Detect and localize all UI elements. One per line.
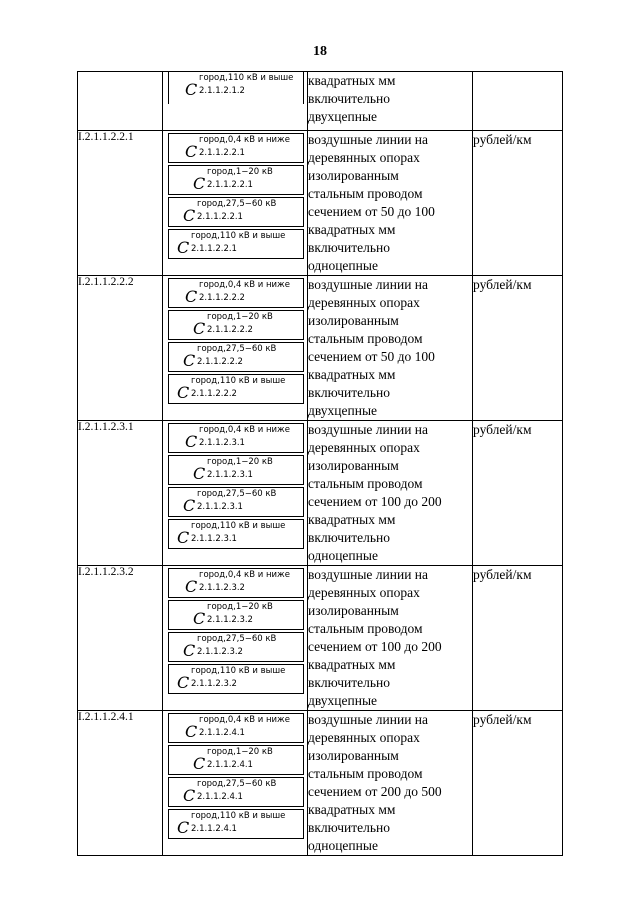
row-description: квадратных мм включительно двухцепные bbox=[308, 72, 473, 131]
formula-cell bbox=[163, 131, 308, 276]
table-row bbox=[78, 711, 563, 856]
row-description: воздушные линии на деревянных опорах изолированным стальным проводом сечением от 100 до 200 квадратных мм включительно одноцепные bbox=[308, 421, 473, 566]
formula-subscript: 2.1.1.2.3.1 bbox=[197, 502, 243, 512]
formula bbox=[168, 310, 304, 340]
formula-symbol: C bbox=[183, 206, 196, 225]
formula bbox=[168, 455, 304, 485]
formula-cell bbox=[163, 421, 308, 566]
formula-subscript: 2.1.1.2.2.2 bbox=[199, 293, 245, 303]
formula bbox=[168, 133, 304, 163]
formula bbox=[168, 745, 304, 775]
table-row bbox=[78, 72, 563, 131]
formula-subscript: 2.1.1.2.2.2 bbox=[191, 389, 237, 399]
formula-symbol: C bbox=[185, 287, 198, 306]
row-code bbox=[78, 72, 163, 131]
formula-symbol: C bbox=[183, 786, 196, 805]
formula-symbol: C bbox=[185, 722, 198, 741]
formula-superscript: город,0,4 кВ и ниже bbox=[199, 570, 290, 580]
formula-subscript: 2.1.1.2.2.2 bbox=[207, 325, 253, 335]
formula-superscript: город,110 кВ и выше bbox=[191, 521, 286, 531]
formula bbox=[168, 809, 304, 839]
formula-superscript: город,0,4 кВ и ниже bbox=[199, 135, 290, 145]
formula bbox=[168, 165, 304, 195]
row-unit: рублей/км bbox=[473, 566, 563, 711]
formula-superscript: город,1−20 кВ bbox=[207, 167, 273, 177]
formula-symbol: C bbox=[183, 641, 196, 660]
formula bbox=[168, 713, 304, 743]
formula-superscript: город,110 кВ и выше bbox=[191, 231, 286, 241]
formula-subscript: 2.1.1.2.4.1 bbox=[197, 792, 243, 802]
formula bbox=[168, 278, 304, 308]
formula-symbol: C bbox=[177, 383, 190, 402]
formula-subscript: 2.1.1.2.4.1 bbox=[191, 824, 237, 834]
formula-subscript: 2.1.1.2.3.1 bbox=[191, 534, 237, 544]
formula-symbol: C bbox=[193, 609, 206, 628]
formula-subscript: 2.1.1.2.3.1 bbox=[199, 438, 245, 448]
formula-subscript: 2.1.1.2.2.2 bbox=[197, 357, 243, 367]
formula-symbol: C bbox=[185, 577, 198, 596]
formula-superscript: город,27,5−60 кВ bbox=[197, 779, 277, 789]
formula-symbol: C bbox=[177, 818, 190, 837]
formula-superscript: город,0,4 кВ и ниже bbox=[199, 715, 290, 725]
row-description: воздушные линии на деревянных опорах изолированным стальным проводом сечением от 100 до 200 квадратных мм включительно двухцепные bbox=[308, 566, 473, 711]
formula-cell bbox=[163, 72, 308, 131]
table-row bbox=[78, 421, 563, 566]
formula-subscript: 2.1.1.2.2.1 bbox=[191, 244, 237, 254]
formula-symbol: C bbox=[193, 319, 206, 338]
formula-cell bbox=[163, 276, 308, 421]
formula bbox=[168, 600, 304, 630]
formula-symbol: C bbox=[185, 142, 198, 161]
row-unit: рублей/км bbox=[473, 421, 563, 566]
formula-superscript: город,27,5−60 кВ bbox=[197, 489, 277, 499]
row-unit: рублей/км bbox=[473, 131, 563, 276]
rates-table bbox=[77, 71, 563, 856]
formula bbox=[168, 632, 304, 662]
formula-subscript: 2.1.1.2.3.2 bbox=[197, 647, 243, 657]
row-description: воздушные линии на деревянных опорах изолированным стальным проводом сечением от 50 до 100 квадратных мм включительно двухцепные bbox=[308, 276, 473, 421]
formula-superscript: город,110 кВ и выше bbox=[199, 73, 294, 83]
table-row bbox=[78, 131, 563, 276]
formula-superscript: город,27,5−60 кВ bbox=[197, 199, 277, 209]
formula-superscript: город,1−20 кВ bbox=[207, 602, 273, 612]
formula-superscript: город,0,4 кВ и ниже bbox=[199, 280, 290, 290]
formula bbox=[168, 519, 304, 549]
table-row bbox=[78, 276, 563, 421]
formula bbox=[168, 374, 304, 404]
formula-symbol: C bbox=[193, 754, 206, 773]
row-description: воздушные линии на деревянных опорах изолированным стальным проводом сечением от 200 до 500 квадратных мм включительно одноцепные bbox=[308, 711, 473, 856]
formula bbox=[168, 229, 304, 259]
formula-symbol: C bbox=[177, 673, 190, 692]
formula-symbol: C bbox=[193, 464, 206, 483]
formula-symbol: C bbox=[183, 496, 196, 515]
formula-superscript: город,110 кВ и выше bbox=[191, 666, 286, 676]
formula-symbol: C bbox=[193, 174, 206, 193]
row-code: I.2.1.1.2.4.1 bbox=[78, 711, 163, 856]
formula-subscript: 2.1.1.2.4.1 bbox=[199, 728, 245, 738]
row-code: I.2.1.1.2.2.1 bbox=[78, 131, 163, 276]
formula bbox=[168, 342, 304, 372]
row-code: I.2.1.1.2.3.2 bbox=[78, 566, 163, 711]
formula-subscript: 2.1.1.2.3.2 bbox=[207, 615, 253, 625]
formula bbox=[168, 568, 304, 598]
formula-subscript: 2.1.1.2.4.1 bbox=[207, 760, 253, 770]
formula-superscript: город,110 кВ и выше bbox=[191, 376, 286, 386]
formula-symbol: C bbox=[185, 80, 198, 99]
row-unit bbox=[473, 72, 563, 131]
formula bbox=[168, 664, 304, 694]
formula-symbol: C bbox=[183, 351, 196, 370]
formula bbox=[168, 777, 304, 807]
formula bbox=[168, 72, 304, 104]
row-unit: рублей/км bbox=[473, 711, 563, 856]
formula-superscript: город,1−20 кВ bbox=[207, 457, 273, 467]
formula-cell bbox=[163, 566, 308, 711]
row-code: I.2.1.1.2.3.1 bbox=[78, 421, 163, 566]
formula-subscript: 2.1.1.2.3.2 bbox=[191, 679, 237, 689]
formula-superscript: город,27,5−60 кВ bbox=[197, 634, 277, 644]
formula-cell bbox=[163, 711, 308, 856]
page-number: 18 bbox=[313, 44, 327, 59]
formula-subscript: 2.1.1.2.1.2 bbox=[199, 86, 245, 96]
formula-superscript: город,1−20 кВ bbox=[207, 747, 273, 757]
formula-superscript: город,1−20 кВ bbox=[207, 312, 273, 322]
row-unit: рублей/км bbox=[473, 276, 563, 421]
formula bbox=[168, 487, 304, 517]
formula-subscript: 2.1.1.2.2.1 bbox=[207, 180, 253, 190]
formula-superscript: город,0,4 кВ и ниже bbox=[199, 425, 290, 435]
formula bbox=[168, 423, 304, 453]
formula-superscript: город,27,5−60 кВ bbox=[197, 344, 277, 354]
table-row bbox=[78, 566, 563, 711]
formula-subscript: 2.1.1.2.3.1 bbox=[207, 470, 253, 480]
formula-subscript: 2.1.1.2.3.2 bbox=[199, 583, 245, 593]
formula-subscript: 2.1.1.2.2.1 bbox=[197, 212, 243, 222]
row-description: воздушные линии на деревянных опорах изолированным стальным проводом сечением от 50 до 100 квадратных мм включительно одноцепные bbox=[308, 131, 473, 276]
formula bbox=[168, 197, 304, 227]
formula-symbol: C bbox=[177, 238, 190, 257]
formula-subscript: 2.1.1.2.2.1 bbox=[199, 148, 245, 158]
formula-superscript: город,110 кВ и выше bbox=[191, 811, 286, 821]
formula-symbol: C bbox=[185, 432, 198, 451]
formula-symbol: C bbox=[177, 528, 190, 547]
row-code: I.2.1.1.2.2.2 bbox=[78, 276, 163, 421]
